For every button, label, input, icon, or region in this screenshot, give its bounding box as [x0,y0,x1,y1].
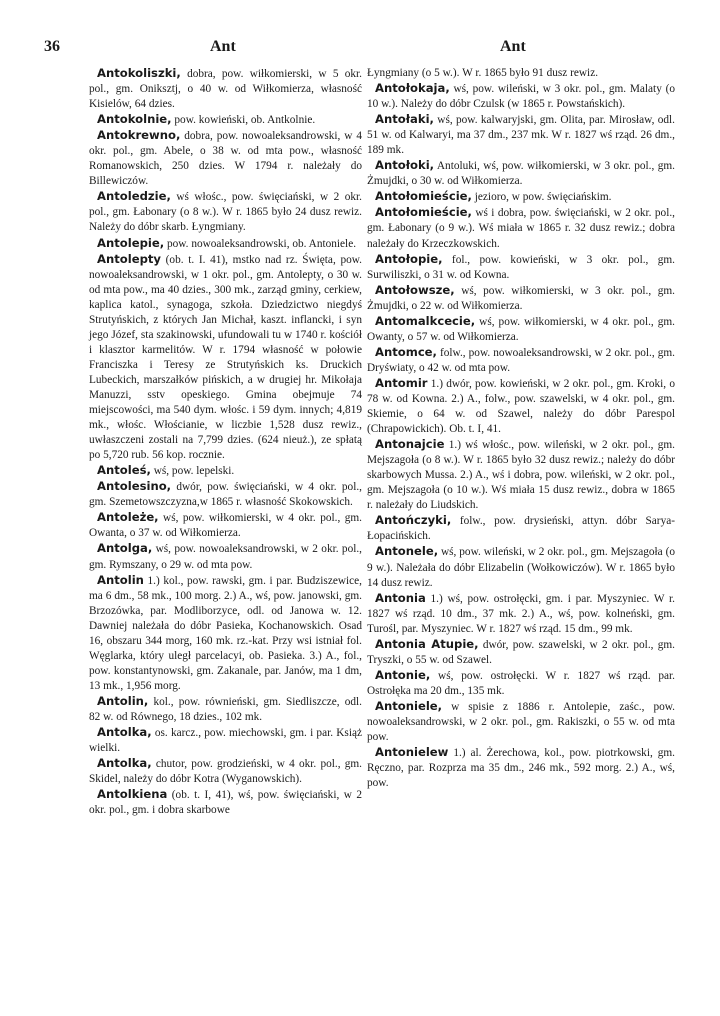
entry-headword: Antolka, [97,756,152,771]
entry-text: wś, pow. lepelski. [150,465,235,478]
entry-headword: Antołoki, [375,158,435,173]
entry-headword: Antonia Atupie, [375,636,479,651]
entry-headword: Antokoliszki, [97,66,181,80]
entry [367,314,675,345]
entry-text: 1.) dwór, pow. kowieński, w 2 okr. pol., gm. Kroki, o 78 w. od Kowna. 2.) A., folw., pow. szawelski, w 4 okr. pol., gm. Skiemie, o 64 w. od Szawel, należy do dóbr Parespol (Chrapowickich). Ob. t. I, 41. [367,377,675,436]
entry-text: wś, pow. wileński, w 2 okr. pol., gm. Mejszagoła (o 9 w.). Należała do dóbr Elizabelin (Wołkowiczów). W r. 1865 było 14 dusz rewiz. [367,546,675,589]
entry-text: folw., pow. nowoaleksandrowski, w 2 okr. pol., gm. Dryświaty, o 42 w. od mta pow. [367,346,675,374]
entry-headword: Antolga, [97,541,153,556]
entry-headword: Antonielew [375,745,449,760]
entry-text: folw., pow. drysieński, attyn. dóbr Sarya-Łopacińskich. [367,515,675,543]
entry-headword: Antokolnie, [97,112,172,127]
entry-text: dwór, pow. święciański, w 4 okr. pol., gm. Szemetowszczyzna,w 1865 r. własność Skokowskich. [89,481,362,509]
entry-headword: Antolkiena [97,787,168,802]
entry-headword: Antolin, [97,693,149,708]
entry-text: 1.) wś, pow. ostrołęcki, gm. i par. Myszyniec. W r. 1827 wś rząd. 10 dm., 37 mk. 2.) A., wś, pow. kolneński, gm. Turośl, par. Myszyniec. W r. 1827 wś rząd. 15 dm., 99 mk. [367,592,675,635]
entry-text: (ob. t. I, 41), wś, pow. święciański, w 2 okr. pol., gm. i dobra skarbowe [89,789,362,817]
entry [89,66,362,112]
entry-text: dobra, pow. wiłkomierski, w 5 okr. pol., gm. Oniksztj, o 40 w. od Wiłkomierza, własność Kisielów, 64 dzies. [89,68,362,111]
entry [367,66,675,81]
entry-text: 1.) wś włośc., pow. wileński, w 2 okr. pol., gm. Mejszagoła (o 8 w.). W r. 1865 było 32 dusz rewiz.; należy do dóbr skarbowych Mussa. 2.) A., wś i dobra, pow. wileński, w 2 okr. pol., gm. Mejszagoła (o 10 w.). Wś miała 15 dusz rewiz., dobra w 1865 r. należały do Liudskich. [367,439,675,512]
entry-headword: Antolka, [97,725,152,740]
entry [89,479,362,510]
running-head [44,38,679,62]
entry-headword: Antołomieście, [375,189,472,204]
entry-text: Łyngmiany (o 5 w.). W r. 1865 było 91 dusz rewiz. [367,67,599,79]
entry-text: dwór, pow. szawelski, w 2 okr. pol., gm. Tryszki, o 55 w. od Szawel. [367,638,675,666]
entry-text: pow. kowieński, ob. Antkolnie. [171,114,316,127]
entry-headword: Antomce, [375,344,437,359]
entry-text: kol., pow. równieński, gm. Siedliszcze, odl. 82 w. od Równego, 18 dzies., 102 mk. [89,695,362,723]
entry [89,541,362,572]
entry-headword: Antonia [375,590,426,605]
entry [367,544,675,590]
entry-headword: Antołopie, [375,251,443,266]
entry-text: w spisie z 1886 r. Antolepie, zaśc., pow. nowoaleksandrowski, w 2 okr. pol., gm. Rakiszki, o 55 w. od mta pow. [367,700,675,744]
entry-headword: Antonajcie [375,437,445,452]
entry [89,463,362,479]
entry [367,637,675,668]
entry-headword: Antoleże, [97,510,159,525]
entry-text: pow. nowoaleksandrowski, ob. Antoniele. [164,237,357,250]
entry [367,591,675,637]
entry [367,189,675,205]
entry [367,158,675,189]
entry-text: os. karcz., pow. miechowski, gm. i par. Książ wielki. [89,727,362,755]
entry-text: Antoluki, wś, pow. wiłkomierski, w 3 okr. pol., gm. Żmujdki, o 30 w. od Wiłkomierza. [367,160,675,188]
entry-text: wś, pow. nowoaleksandrowski, w 2 okr. pol., gm. Rymszany, o 29 w. od mta pow. [89,543,362,571]
entry [89,189,362,235]
entry-headword: Antokrewno, [97,128,181,143]
entry-headword: Antomalkcecie, [375,313,476,328]
entry [367,513,675,544]
right-column [367,66,675,791]
entry-text: 1.) kol., pow. rawski, gm. i par. Budziszewice, ma 6 dm., 58 mk., 100 morg. 2.) A., wś, pow. janowski, gm. Brzozówka, par. Modliborzyce, odl. od Janowa w. 12. Dawniej należała do dóbr Pasieka, Kochanowskich. Osad 16, obszaru 344 morg, 160 mk. rz.-kat. Przy wsi istniał fol. Węglarka, który uległ parcelacyi, ob. Pasieka. 3.) A., fol., pow. konstantynowski, gm. Zakanale, par. Janów, ma 1 dm, 13 mk., 1,956 morg. [89,574,362,692]
entry-text: 1.) al. Żerechowa, kol., pow. piotrkowski, gm. Ręczno, par. Rozprza ma 35 dm., 246 mk., 592 morg. 2.) A., wś, pow. [367,747,675,790]
entry-headword: Antołowsze, [375,282,455,297]
entry [367,283,675,314]
entry-headword: Antolin [97,572,144,587]
entry-headword: Antołomieście, [375,205,472,220]
entry [367,345,675,376]
left-column [89,66,362,818]
entry [89,756,362,787]
entry [367,252,675,283]
entry-text: wś, pow. wiłkomierski, w 4 okr. pol., gm. Owanty, o 57 w. od Wiłkomierza. [367,315,675,343]
entry-headword: Antonele, [375,544,439,559]
entry-headword: Antończyki, [375,513,452,528]
right-running-title: Ant [500,38,526,55]
entry [367,376,675,437]
entry-text: (ob. t. I. 41), mstko nad rz. Święta, pow. nowoaleksandrowski, w 1 okr. pol., gm. Antolepty, o 30 w. od mta pow., ma 40 dzies., 300 mk., zarząd gminy, cerkiew, kaplica katol., synagoga, szkoła. Dziedzictwo niegdyś Strutyńskich, z których Jan Michał, kaszt. inflancki, i syn jego Józef, sta szakinowski, ufundowali tu w 1740 r. kościół i klasztor karmelitów. W r. 1794 własność w połowie Franciszka i Teresy ze Strutyńskich ks. Druckich Lubeckich, marszałków pińskich, a w drugiej hr. Mikołaja Manuzzi, sstv opeskiego. Gmina obejmuje 74 miejscowości, ma 540 dym. włośc. i 59 dym. innych; 4,819 mk., włośc. Włościanie, w liczbie 1,528 dusz rewiz., uwłaszczeni zostali na 7,799 dzies. (624 nieuż.), ze spłatą po 5,720 rub. 56 kop. rocznie. [89,253,362,462]
entry-text: wś i dobra, pow. święciański, w 2 okr. pol., gm. Łabonary (o 9 w.). Wś miała w 1865 r. 32 dusz rewiz.; dobra należały do Krzeczkowskich. [367,207,675,250]
entry [367,745,675,791]
entry-headword: Antolesino, [97,479,172,494]
entry-headword: Antolepie, [97,235,165,250]
entry [89,112,362,128]
entry [89,787,362,818]
entry-text: wś, pow. kalwaryjski, gm. Olita, par. Mirosław, odl. 51 w. od Kalwaryi, ma 37 dm., 237 mk. W r. 1827 wś rząd. 26 dm., 189 mk. [367,114,675,157]
entry [367,205,675,251]
entry [89,573,362,694]
entry-text: jezioro, w pow. święciańskim. [471,191,612,204]
entry-headword: Antoledzie, [97,189,171,204]
entry-text: fol., pow. kowieński, w 3 okr. pol., gm. Surwiliszki, o 31 w. od Kowna. [367,253,675,281]
entry [89,128,362,189]
entry [367,668,675,699]
entry [89,725,362,756]
entry [367,112,675,158]
entry-text: wś, pow. wiłkomierski, w 4 okr. pol., gm. Owanta, o 37 w. od Wiłkomierza. [89,512,362,540]
entry [367,437,675,513]
entry-headword: Antoniele, [375,698,443,713]
page-number: 36 [44,38,60,55]
entry [367,699,675,745]
entry-text: wś, pow. wileński, w 3 okr. pol., gm. Malaty (o 10 w.). Należy do dóbr Czulsk (w 1865 r. Powstańskich). [367,83,675,111]
entry-headword: Antołokaja, [375,81,450,96]
entry-headword: Antolepty [97,251,161,266]
entry [89,252,362,464]
entry-text: dobra, pow. nowoaleksandrowski, w 4 okr. pol., gm. Abele, o 38 w. od mta pow., własność Romanowskich, 250 dzies. W 1794 r. należały do Billewiczów. [89,130,362,188]
entry [367,81,675,112]
left-running-title: Ant [210,38,236,55]
entry [89,236,362,252]
entry-text: chutor, pow. grodzieński, w 4 okr. pol., gm. Skidel, należy do dóbr Kotra (Wyganowskich). [89,758,362,786]
entry-headword: Antonie, [375,667,431,682]
entry-text: wś, pow. ostrołęcki. W r. 1827 wś rząd. par. Ostrołęka ma 20 dm., 135 mk. [367,669,675,697]
entry-headword: Antoleś, [97,463,151,478]
entry [89,694,362,725]
entry-text: wś, pow. wiłkomierski, w 3 okr. pol., gm. Żmujdki, o 22 w. od Wiłkomierza. [367,284,675,312]
entry-text: wś włośc., pow. święciański, w 2 okr. pol., gm. Łabonary (o 8 w.). W r. 1865 było 24 dusz rewiz. Należy do dóbr skarb. Łyngmiany. [89,191,362,234]
entry-headword: Antołaki, [375,112,434,127]
entry-headword: Antomir [375,375,428,390]
entry [89,510,362,541]
